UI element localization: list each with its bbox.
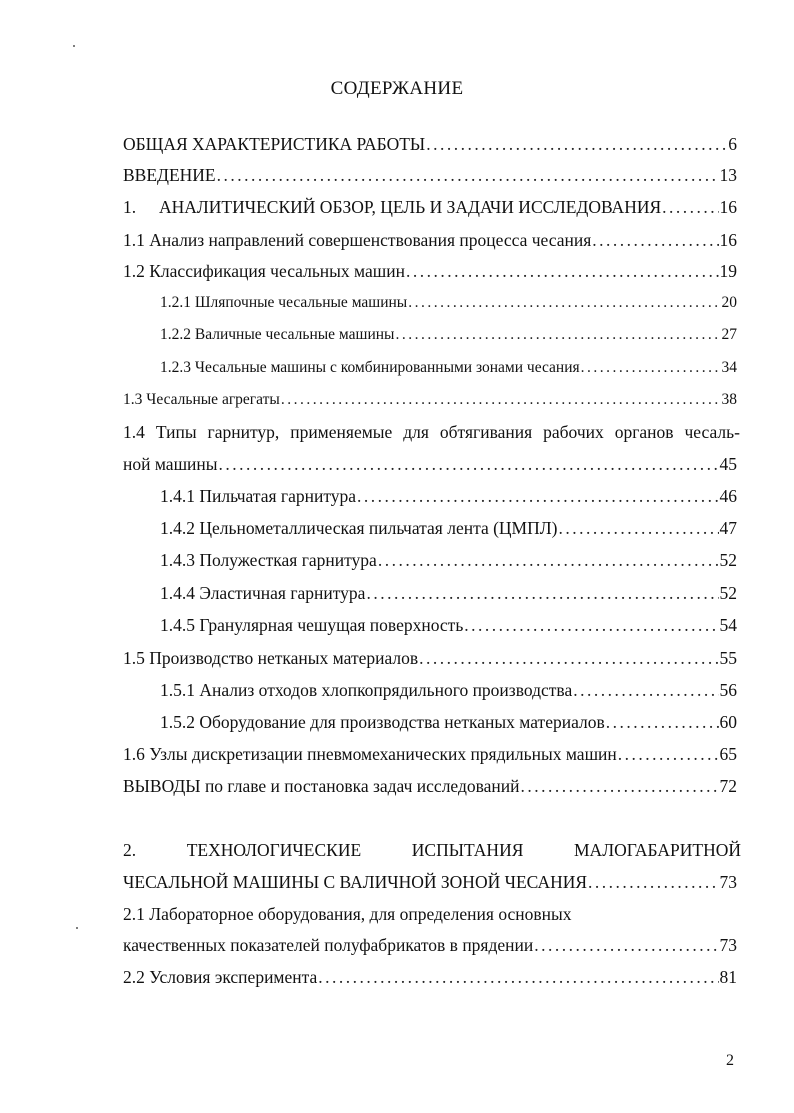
toc-entry-page: 73 [719, 935, 737, 955]
leader-dots [521, 774, 719, 798]
word: применяемые [290, 422, 393, 442]
toc-entry [123, 259, 737, 283]
toc-entry-text: 1.3 Чесальные агрегаты [123, 391, 280, 408]
toc-entry [123, 228, 737, 252]
toc-entry-text: 1.2 Классификация чесальных машин [123, 261, 405, 281]
toc-entry [160, 548, 737, 572]
toc-entry [160, 710, 737, 734]
toc-entry [123, 388, 737, 412]
toc-entry [160, 291, 737, 315]
scan-speck [76, 927, 78, 929]
page-number: 2 [726, 1052, 734, 1069]
toc-entry-text: 1.2.1 Шляпочные чесальные машины [160, 294, 408, 311]
leader-dots [558, 516, 718, 540]
word: рабочих [543, 422, 604, 442]
toc-entry-chapter-line1 [123, 838, 741, 862]
toc-entry [123, 163, 737, 187]
toc-entry-page: 72 [719, 776, 737, 796]
toc-entry-page: 16 [719, 230, 737, 250]
toc-entry-page: 47 [719, 518, 737, 538]
toc-entry-text: АНАЛИТИЧЕСКИЙ ОБЗОР, ЦЕЛЬ И ЗАДАЧИ ИССЛЕДОВАНИЯ [159, 197, 662, 217]
leader-dots [219, 452, 719, 476]
toc-entry-page: 6 [728, 134, 737, 154]
leader-dots [366, 581, 718, 605]
toc-entry [123, 774, 737, 798]
toc-entry-page: 54 [719, 615, 737, 635]
leader-dots [573, 678, 718, 702]
scan-speck [73, 45, 75, 47]
word: органов [614, 422, 674, 442]
toc-entry-text: 1.5 Производство нетканых материалов [123, 648, 419, 668]
toc-entry-page: 46 [719, 486, 737, 506]
toc-entry-text: 1.4.3 Полужесткая гарнитура [160, 550, 377, 570]
toc-entry-page: 38 [721, 391, 737, 408]
leader-dots [588, 870, 718, 894]
toc-entry-text: 1.1 Анализ направлений совершенствования процесса чесания [123, 230, 592, 250]
toc-entry-line1 [123, 420, 740, 444]
leader-dots [581, 356, 721, 380]
toc-entry-text: 1.4.1 Пильчатая гарнитура [160, 486, 357, 506]
toc-entry-text: ВЫВОДЫ по главе и постановка задач исследований [123, 776, 520, 796]
toc-entry-chapter [123, 195, 737, 219]
leader-dots [318, 965, 718, 989]
toc-entry-text: 1.2.2 Валичные чесальные машины [160, 326, 395, 343]
leader-dots [281, 388, 721, 412]
toc-entry-page: 34 [721, 359, 737, 376]
leader-dots [395, 323, 720, 347]
toc-entry-page: 20 [721, 294, 737, 311]
toc-entry-page: 27 [721, 326, 737, 343]
toc-entry-page: 52 [719, 550, 737, 570]
word: МАЛОГАБАРИТНОЙ [574, 840, 741, 860]
leader-dots [618, 742, 719, 766]
toc-entry-page: 56 [719, 680, 737, 700]
leader-dots [419, 646, 718, 670]
toc-entry-page: 52 [719, 583, 737, 603]
leader-dots [592, 228, 718, 252]
toc-entry-text: 1.4.4 Эластичная гарнитура [160, 583, 366, 603]
leader-dots [357, 484, 718, 508]
toc-entry-page: 55 [719, 648, 737, 668]
toc-entry-page: 13 [719, 165, 737, 185]
toc-entry-text: 1.5.2 Оборудование для производства нетканых материалов [160, 712, 605, 732]
word: ТЕХНОЛОГИЧЕСКИЕ [186, 840, 362, 860]
toc-entry-page: 45 [719, 454, 737, 474]
toc-entry-page: 73 [719, 872, 737, 892]
word: чесаль- [684, 422, 740, 442]
word: обтягивания [439, 422, 533, 442]
word: 1.4 [123, 422, 145, 442]
leader-dots [378, 548, 719, 572]
leader-dots [464, 613, 718, 637]
leader-dots [406, 259, 719, 283]
toc-entry-page: 65 [719, 744, 737, 764]
toc-entry-page: 19 [719, 261, 737, 281]
toc-entry [123, 742, 737, 766]
leader-dots [426, 132, 727, 156]
word: 2. [123, 840, 137, 860]
toc-entry-line2 [123, 933, 737, 957]
toc-entry [160, 356, 737, 380]
word: ИСПЫТАНИЯ [411, 840, 524, 860]
leader-dots [534, 933, 718, 957]
toc-entry [160, 323, 737, 347]
toc-entry-chapter-line2 [123, 870, 737, 894]
toc-entry-text: 2.2 Условия эксперимента [123, 967, 318, 987]
toc-entry [123, 646, 737, 670]
chapter-number: 1. [123, 197, 137, 217]
toc-entry-text: 1.4.5 Гранулярная чешущая поверхность [160, 615, 464, 635]
toc-entry [160, 613, 737, 637]
word: для [403, 422, 429, 442]
toc-entry [160, 484, 737, 508]
toc-entry-line1: 2.1 Лабораторное оборудования, для определения основных [123, 904, 572, 924]
toc-entry-page: 16 [719, 197, 737, 217]
toc-entry-text: 1.4.2 Цельнометаллическая пильчатая лента (ЦМПЛ) [160, 518, 558, 538]
toc-entry-text: ВВЕДЕНИЕ [123, 165, 216, 185]
toc-entry-page: 81 [719, 967, 737, 987]
toc-entry [160, 516, 737, 540]
toc-entry-text: качественных показателей полуфабрикатов в прядении [123, 935, 534, 955]
toc-entry [123, 965, 737, 989]
word: Типы [155, 422, 197, 442]
leader-dots [662, 195, 718, 219]
word: гарнитур, [207, 422, 280, 442]
page-title: СОДЕРЖАНИЕ [330, 78, 464, 99]
toc-entry [160, 581, 737, 605]
toc-entry-text: 1.2.3 Чесальные машины с комбинированными зонами чесания [160, 359, 580, 376]
toc-entry [123, 132, 737, 156]
leader-dots [408, 291, 720, 315]
toc-entry-page: 60 [719, 712, 737, 732]
toc-entry-text: 1.5.1 Анализ отходов хлопкопрядильного производства [160, 680, 573, 700]
leader-dots [217, 163, 719, 187]
toc-entry-text: 1.6 Узлы дискретизации пневмомеханических прядильных машин [123, 744, 617, 764]
leader-dots [606, 710, 719, 734]
toc-entry-text: ЧЕСАЛЬНОЙ МАШИНЫ С ВАЛИЧНОЙ ЗОНОЙ ЧЕСАНИЯ [123, 872, 588, 892]
toc-entry [160, 678, 737, 702]
toc-entry-line2 [123, 452, 737, 476]
toc-entry-text: ОБЩАЯ ХАРАКТЕРИСТИКА РАБОТЫ [123, 134, 426, 154]
toc-entry-text: ной машины [123, 454, 218, 474]
